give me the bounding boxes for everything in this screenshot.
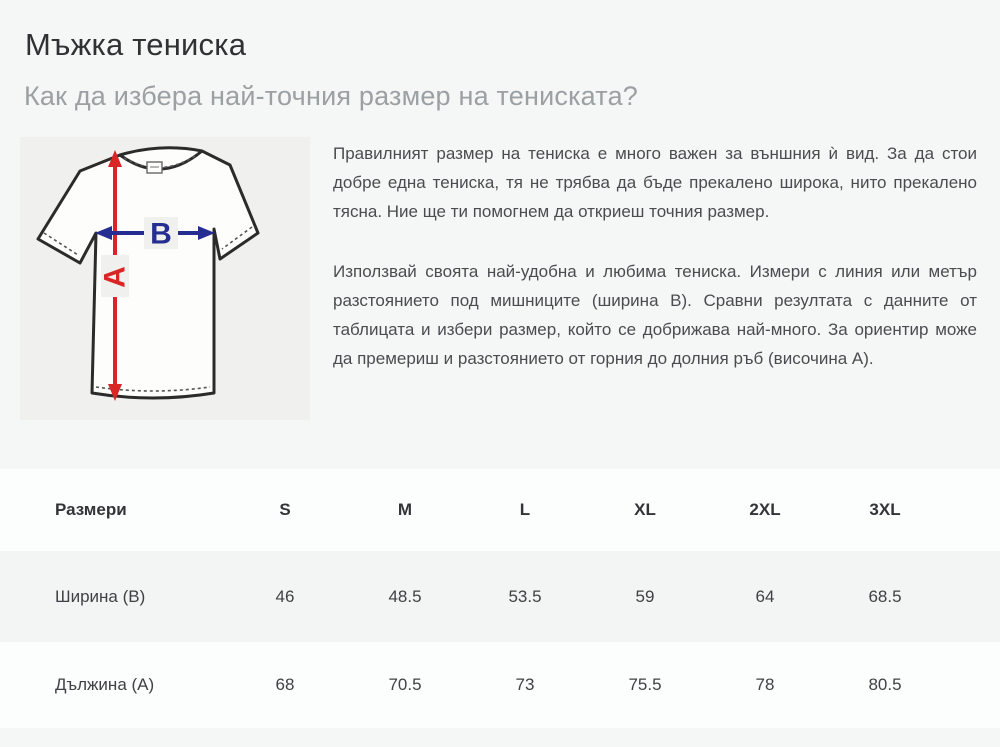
size-diagram [20, 137, 310, 420]
table-cell: 68 [275, 675, 295, 694]
column-header-m: M [397, 500, 413, 519]
arrow-b-label: B [150, 217, 172, 251]
tshirt-diagram-svg [20, 137, 310, 420]
collar-tag [147, 162, 162, 173]
table-cell: 64 [755, 586, 775, 606]
table-cell: 70.5 [388, 675, 422, 694]
intro-paragraph-1: Правилният размер на тениска е много важен за външния ѝ вид. За да стои добре една тениска, тя не трябва да бъде прекалено широка, нито прекалено тясна. Ние ще ти помогнем да откриеш точния размер. [333, 144, 977, 221]
table-cell: 53.5 [508, 586, 542, 606]
table-cell: 78 [755, 675, 775, 694]
table-cell: 73 [515, 675, 535, 694]
column-header-s: S [279, 500, 291, 519]
table-header-row [0, 469, 1000, 551]
column-header-l: L [519, 500, 531, 519]
table-row-length [0, 642, 1000, 728]
size-table [0, 469, 1000, 728]
table-cell: 75.5 [628, 675, 662, 694]
row-label-width: Ширина (B) [55, 586, 146, 606]
page-title: Мъжка тениска [25, 27, 247, 62]
page-subtitle: Как да избера най-точния размер на тениската? [24, 81, 638, 111]
table-cell: 48.5 [388, 586, 422, 606]
column-header-sizes: Размери [55, 500, 127, 519]
table-cell: 80.5 [868, 675, 902, 694]
table-cell: 59 [635, 586, 655, 606]
column-header-3xl: 3XL [869, 500, 901, 519]
column-header-2xl: 2XL [749, 500, 781, 519]
table-row-width [0, 551, 1000, 642]
column-header-xl: XL [634, 500, 656, 519]
table-cell: 46 [275, 586, 295, 606]
row-label-length: Дължина (A) [55, 675, 155, 694]
table-cell: 68.5 [868, 586, 902, 606]
intro-paragraph-2: Използвай своята най-удобна и любима тениска. Измери с линия или метър разстоянието под мишниците (ширина B). Сравни резултата с данните от таблицата и избери размер, който се добрижава най-много. За ориентир може да премериш и разстоянието от горния до долния ръб (височина A). [333, 262, 977, 368]
intro-text [333, 139, 977, 373]
arrow-a-label: A [98, 266, 132, 288]
tshirt-outline [38, 148, 258, 398]
